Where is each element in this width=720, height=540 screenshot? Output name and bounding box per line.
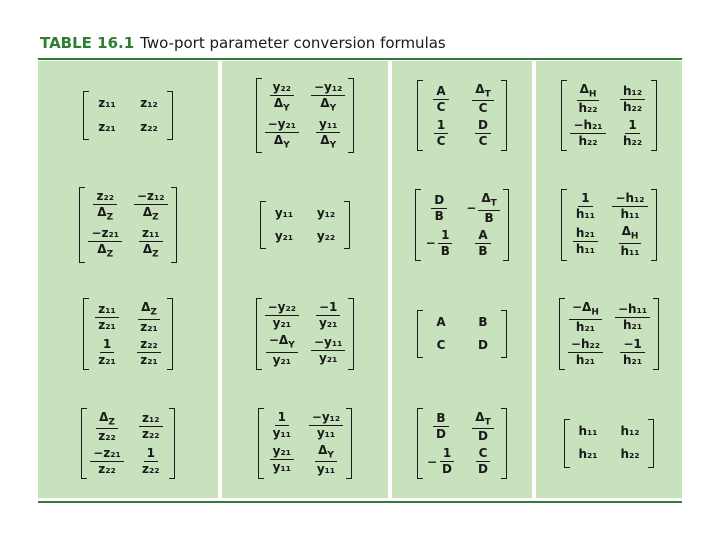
matrix-element: $\frac{-\Delta_H}{\text{h₂₁}}$	[568, 300, 603, 335]
matrix-element: y₂₂	[316, 228, 336, 243]
matrix-element: h₂₁	[578, 447, 598, 462]
table-cell	[222, 170, 392, 279]
parameter-matrix	[83, 91, 173, 139]
conversion-table	[38, 61, 682, 498]
table-cell	[536, 170, 682, 279]
matrix-element: $\frac{\text{z₂₂}}{\text{z₂₁}}$	[134, 337, 164, 368]
matrix-element: − $\frac{\Delta_T}{B}$	[466, 191, 500, 226]
matrix-element: $\frac{1}{\text{h₂₂}}$	[623, 118, 643, 149]
table-cell	[536, 280, 682, 389]
table-cell	[222, 389, 392, 498]
table-cell	[38, 61, 222, 170]
matrix-element: y₁₁	[274, 205, 294, 220]
matrix-element: $\frac{\text{z₁₂}}{\text{z₂₂}}$	[136, 410, 166, 445]
matrix-element: $\frac{\text{−h₂₁}}{\text{h₂₂}}$	[570, 118, 605, 149]
matrix-element: $\frac{\Delta_Z}{\text{z₂₂}}$	[90, 410, 124, 445]
parameter-matrix	[417, 310, 507, 358]
matrix-element: $\frac{-\Delta_Y}{\text{y₂₁}}$	[265, 333, 299, 368]
matrix-element: y₁₂	[316, 205, 336, 220]
matrix-element: − $\frac{1}{B}$	[424, 228, 454, 259]
matrix-element: $\frac{\text{z₁₁}}{\Delta_Z}$	[134, 226, 168, 261]
matrix-element: $\frac{\text{−h₁₂}}{\text{h₁₁}}$	[612, 191, 647, 222]
matrix-element: $\frac{\text{−y₂₁}}{\Delta_Y}$	[265, 117, 299, 152]
table-caption	[40, 34, 446, 52]
matrix-element: $\frac{\text{h₂₁}}{\text{h₁₁}}$	[570, 224, 600, 259]
matrix-element: C	[436, 338, 446, 353]
matrix-element: $\frac{C}{D}$	[468, 446, 498, 477]
matrix-element: $\frac{\Delta_T}{C}$	[468, 82, 498, 117]
matrix-element: $\frac{-1}{\text{y₂₁}}$	[311, 300, 345, 331]
parameter-matrix	[260, 201, 350, 249]
matrix-element: $\frac{\text{z₂₂}}{\Delta_Z}$	[88, 189, 122, 224]
table-cell	[392, 389, 536, 498]
table-title: Two-port parameter conversion formulas	[140, 34, 446, 52]
matrix-element: $\frac{B}{D}$	[426, 410, 456, 445]
table-cell	[222, 61, 392, 170]
matrix-element: $\frac{\Delta_Y}{\text{y₁₁}}$	[316, 442, 336, 477]
parameter-matrix	[258, 408, 352, 480]
matrix-element: $\frac{\text{−y₂₂}}{\text{y₂₁}}$	[265, 300, 299, 331]
parameter-matrix	[559, 298, 659, 370]
matrix-element: $\frac{\text{−h₁₁}}{\text{h₂₁}}$	[615, 300, 650, 335]
matrix-element: h₁₁	[578, 424, 598, 439]
matrix-element: y₂₁	[274, 228, 294, 243]
matrix-element: A	[436, 314, 446, 329]
table-cell	[536, 61, 682, 170]
matrix-element: $\frac{-1}{\text{h₂₁}}$	[615, 337, 650, 368]
parameter-matrix	[256, 78, 355, 153]
parameter-matrix	[415, 189, 509, 261]
matrix-element: $\frac{\text{y₂₁}}{\text{y₁₁}}$	[267, 443, 297, 478]
matrix-element: $\frac{\text{h₁₂}}{\text{h₂₂}}$	[618, 82, 648, 117]
matrix-element: z₁₂	[140, 96, 158, 111]
parameter-matrix	[561, 189, 656, 261]
parameter-matrix	[561, 80, 656, 152]
parameter-matrix	[83, 298, 173, 370]
matrix-element: − $\frac{1}{D}$	[426, 446, 456, 477]
matrix-element: $\frac{1}{C}$	[426, 118, 456, 149]
matrix-element: $\frac{A}{C}$	[426, 82, 456, 117]
bottom-rule	[38, 501, 682, 503]
matrix-element: $\frac{D}{B}$	[424, 191, 454, 226]
matrix-element: h₁₂	[620, 424, 640, 439]
matrix-element: $\frac{\text{−h₂₂}}{\text{h₂₁}}$	[568, 337, 603, 368]
matrix-element: $\frac{\text{−z₁₂}}{\Delta_Z}$	[134, 189, 168, 224]
table-cell	[536, 389, 682, 498]
matrix-element: $\frac{1}{\text{h₁₁}}$	[575, 191, 595, 222]
matrix-element: $\frac{\text{−y₁₁}}{\text{y₂₁}}$	[311, 333, 345, 368]
matrix-element: D	[478, 338, 488, 353]
matrix-element: z₂₂	[140, 119, 158, 134]
table-cell	[392, 280, 536, 389]
matrix-element: $\frac{\text{−z₂₁}}{\text{z₂₂}}$	[90, 446, 124, 477]
table-cell	[38, 170, 222, 279]
matrix-element: $\frac{\Delta_Z}{\text{z₂₁}}$	[134, 300, 164, 335]
matrix-element: $\frac{A}{B}$	[466, 228, 500, 259]
matrix-element: z₂₁	[98, 119, 116, 134]
table-number: TABLE 16.1	[40, 34, 135, 52]
matrix-element: $\frac{D}{C}$	[468, 118, 498, 149]
matrix-element: $\frac{1}{\text{y₁₁}}$	[272, 409, 291, 440]
matrix-element: $\frac{\text{−y₁₂}}{\Delta_Y}$	[311, 80, 345, 115]
matrix-element: h₂₂	[620, 447, 640, 462]
table-cell	[38, 280, 222, 389]
table-cell	[392, 61, 536, 170]
matrix-element: B	[478, 314, 488, 329]
matrix-element: $\frac{\text{−y₁₂}}{\text{y₁₁}}$	[309, 410, 343, 441]
parameter-matrix	[256, 298, 355, 370]
matrix-element: $\frac{\text{−z₂₁}}{\Delta_Z}$	[88, 226, 122, 261]
parameter-matrix	[417, 408, 507, 480]
matrix-element: $\frac{\text{y₁₁}}{\Delta_Y}$	[311, 117, 345, 152]
parameter-matrix	[79, 187, 176, 262]
parameter-matrix	[417, 80, 507, 152]
matrix-element: $\frac{\Delta_H}{\text{h₂₂}}$	[578, 81, 598, 116]
matrix-element: $\frac{1}{\text{z₂₂}}$	[142, 446, 160, 477]
matrix-element: $\frac{1}{\text{z₂₁}}$	[98, 336, 116, 367]
table-cell	[38, 389, 222, 498]
parameter-matrix	[81, 408, 175, 480]
matrix-element: z₁₁	[98, 96, 116, 111]
matrix-element: $\frac{\Delta_T}{D}$	[468, 410, 498, 445]
table-cell	[392, 170, 536, 279]
matrix-element: $\frac{\text{y₂₂}}{\Delta_Y}$	[265, 80, 299, 115]
matrix-element: $\frac{\Delta_H}{\text{h₁₁}}$	[620, 224, 640, 258]
top-rule	[38, 58, 682, 60]
parameter-matrix	[564, 419, 654, 467]
matrix-element: $\frac{\text{z₁₁}}{\text{z₂₁}}$	[92, 300, 122, 335]
table-cell	[222, 280, 392, 389]
